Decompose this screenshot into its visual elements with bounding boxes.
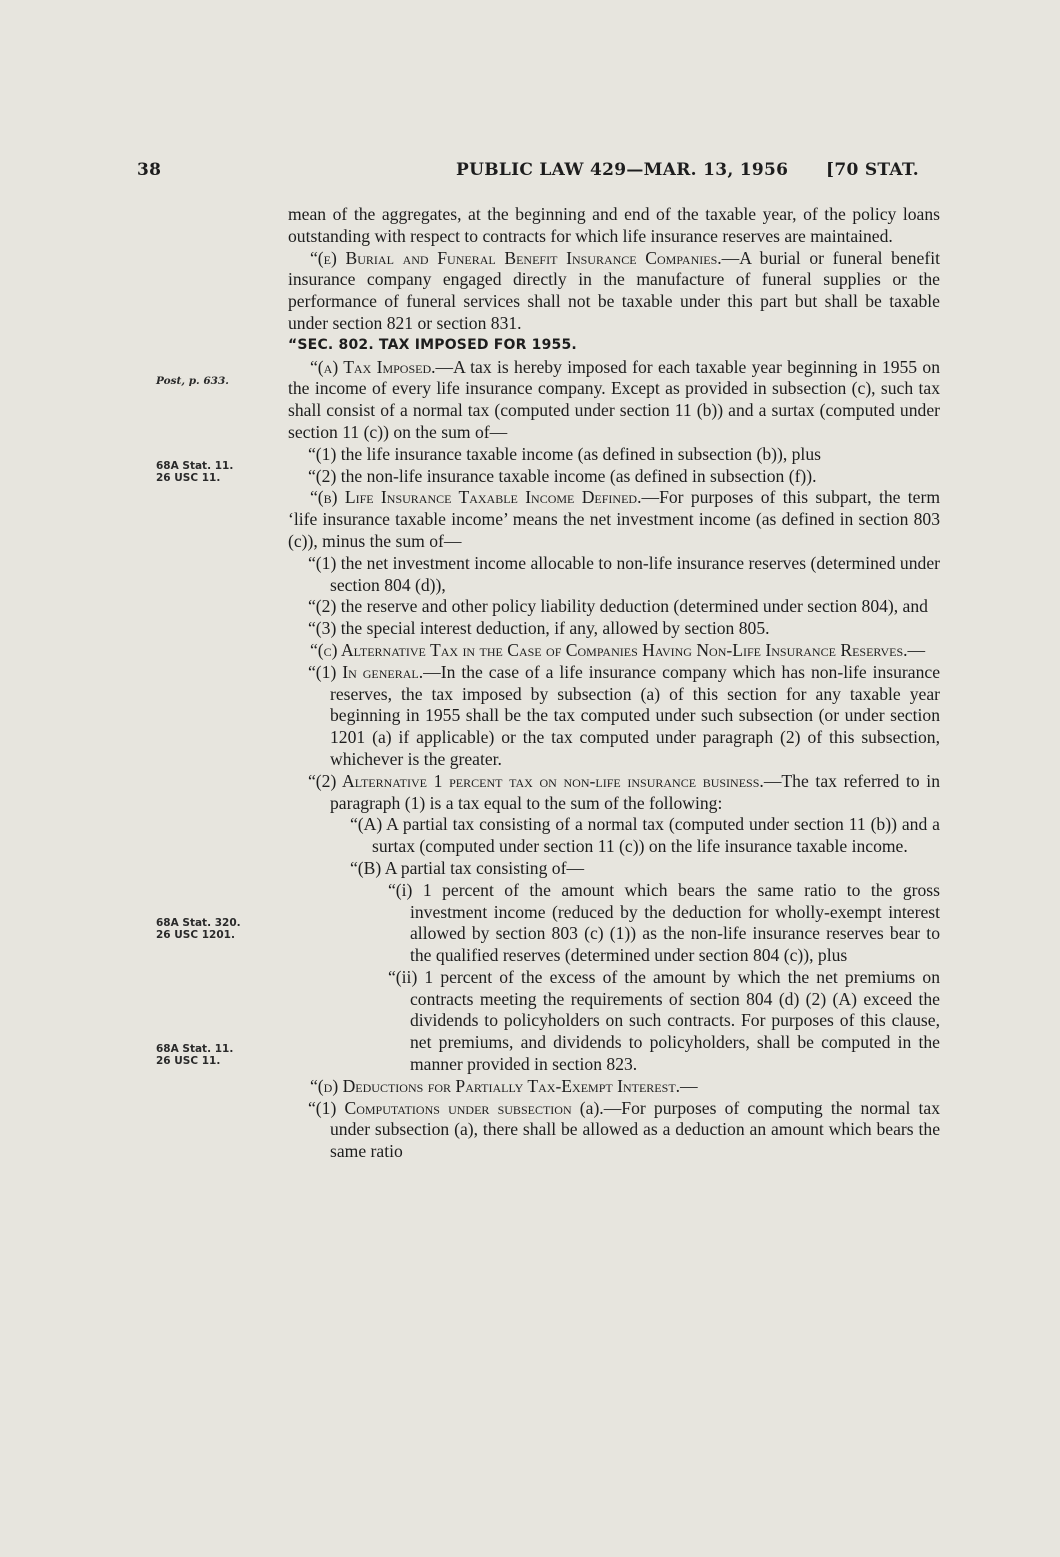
- margin-note-citation: [156, 917, 241, 941]
- paragraph-heading: “(1) Computations under subsection: [308, 1097, 572, 1118]
- subsection-dash: —: [907, 639, 926, 660]
- subsection-heading: “(e) Burial and Funeral Benefit Insurance Companies.: [310, 247, 722, 268]
- paragraph-heading: “(1) In general.: [308, 661, 424, 682]
- subsection-heading: “(c) Alternative Tax in the Case of Companies Having Non-Life Insurance Reserves.: [310, 639, 908, 660]
- subsection-heading: “(d) Deductions for Partially Tax-Exempt Interest.: [310, 1075, 681, 1096]
- paragraph-c1: [288, 662, 940, 771]
- subsection-text: —A tax is hereby imposed for each taxable year beginning in 1955 on the income of every life insurance company. Except as provided in subsection (c), such tax shall consist of a normal tax (computed under section 11 (b)) and a surtax (computed under section 11 (c)) on the sum of—: [288, 356, 940, 442]
- margin-note-line: 26 USC 1201.: [156, 929, 235, 941]
- subparagraph-A: “(A) A partial tax consisting of a normal tax (computed under section 11 (b)) and a surtax (computed under section 11 (c)) on the life insurance taxable income.: [350, 814, 940, 857]
- paragraph-d1: [288, 1098, 940, 1163]
- subsection-b: [288, 487, 940, 552]
- page-number: 38: [137, 160, 162, 180]
- subsection-e: [288, 248, 940, 335]
- subsection-text: —A burial or funeral benefit insurance company engaged directly in the manufacture of funeral supplies or the performance of funeral services shall not be taxable under this part but shall be taxable under section 821 or section 831.: [288, 247, 940, 333]
- section-heading: “SEC. 802. TAX IMPOSED FOR 1955.: [288, 336, 577, 353]
- margin-note-citation: [156, 460, 233, 484]
- paragraph-a1: “(1) the life insurance taxable income (as defined in subsection (b)), plus: [308, 443, 821, 464]
- paragraph-text: —In the case of a life insurance company which has non-life insurance reserves, the tax imposed by subsection (a) of this section for any taxable year beginning in 1955 shall be the tax computed under such subsection (or under section 1201 (a) if applicable) or the tax computed under paragraph (2) of this subsection, whichever is the greater.: [330, 661, 941, 769]
- margin-note-line: 68A Stat. 11.: [156, 1043, 234, 1055]
- subsection-dash: —: [680, 1075, 698, 1096]
- margin-note-line: 26 USC 11.: [156, 1055, 221, 1067]
- paragraph-text: (a).—For purposes of computing the normal tax under subsection (a), there shall be allowed as a deduction an amount which bears the same ratio: [330, 1097, 940, 1162]
- clause-ii: “(ii) 1 percent of the excess of the amount by which the net premiums on contracts meeting the requirements of section 804 (d) (2) (A) exceed the dividends to policyholders on such contracts. For purposes of this clause, net premiums, and dividends to policyholders, shall be computed in the manner provided in section 823.: [388, 966, 940, 1075]
- paragraph-c2: [288, 771, 940, 815]
- subparagraph-B: “(B) A partial tax consisting of—: [350, 857, 585, 878]
- paragraph-b2: “(2) the reserve and other policy liability deduction (determined under section 804), and: [308, 596, 928, 617]
- paragraph-b1: “(1) the net investment income allocable to non-life insurance reserves (determined under section 804 (d)),: [308, 552, 940, 595]
- paragraph-text: —The tax referred to in paragraph (1) is a tax equal to the sum of the following:: [330, 770, 940, 813]
- clause-i: “(i) 1 percent of the amount which bears the same ratio to the gross investment income (reduced by the deduction for wholly-exempt interest allowed by section 803 (c) (1)) as the non-life insurance reserves bear to the qualified reserves (determined under section 804 (c)), plus: [388, 879, 940, 966]
- subsection-a: [288, 357, 940, 444]
- running-head: PUBLIC LAW 429—MAR. 13, 1956: [456, 160, 789, 180]
- subsection-text: —For purposes of this subpart, the term ‘life insurance taxable income’ means the net investment income (as defined in section 803 (c)), minus the sum of—: [288, 487, 941, 551]
- paragraph: mean of the aggregates, at the beginning and end of the taxable year, of the policy loans outstanding with respect to contracts for which life insurance reserves are maintained.: [288, 204, 940, 246]
- subsection-c: [288, 640, 940, 662]
- margin-note-line: 68A Stat. 11.: [156, 460, 234, 472]
- margin-note-citation: [156, 1043, 233, 1067]
- margin-note-post: [156, 375, 229, 387]
- margin-note-line: 26 USC 11.: [156, 472, 221, 484]
- body-text: [288, 204, 940, 1163]
- subsection-heading: “(b) Life Insurance Taxable Income Defined.: [310, 487, 642, 508]
- margin-note-line: 68A Stat. 320.: [156, 917, 241, 929]
- subsection-d: [288, 1076, 940, 1098]
- paragraph-b3: “(3) the special interest deduction, if any, allowed by section 805.: [308, 618, 770, 639]
- margin-note-line: Post, p. 633.: [156, 375, 229, 387]
- subsection-heading: “(a) Tax Imposed.: [310, 356, 436, 377]
- paragraph-a2: “(2) the non-life insurance taxable income (as defined in subsection (f)).: [308, 465, 817, 486]
- volume-reference: [70 STAT.: [826, 160, 919, 180]
- paragraph-heading: “(2) Alternative 1 percent tax on non-life insurance business.: [308, 770, 764, 791]
